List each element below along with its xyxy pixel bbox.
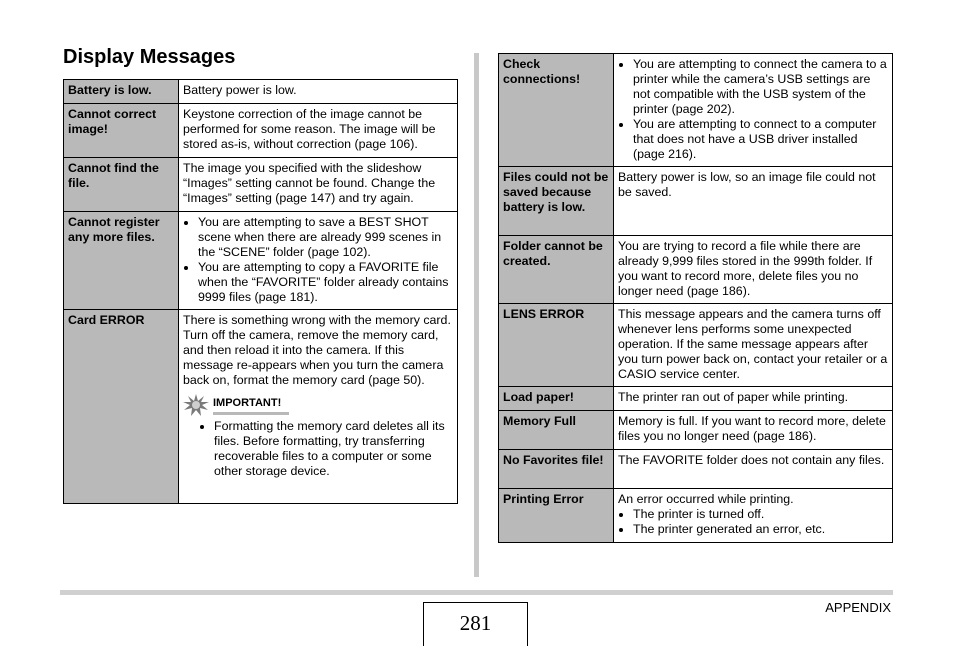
bullet-list [183, 215, 453, 305]
messages-table-right [498, 53, 893, 543]
bullet-list [618, 507, 888, 537]
message-name: Load paper! [499, 387, 614, 411]
table-row [499, 387, 893, 411]
table-row [499, 411, 893, 450]
message-name: Battery is low. [64, 80, 179, 104]
message-description [179, 212, 458, 310]
message-description: Memory is full. If you want to record more, delete files you no longer need (page 186). [614, 411, 893, 450]
message-name: Card ERROR [64, 310, 179, 504]
bullet-list [618, 57, 888, 162]
message-name: No Favorites file! [499, 450, 614, 489]
list-item: • You are attempting to connect to a computer that does not have a USB driver installed (page 216). [633, 117, 888, 162]
message-description: You are trying to record a file while there are already 9,999 files stored in the 999th folder. If you want to record more, delete files you no longer need (page 186). [614, 236, 893, 304]
message-description: Battery power is low, so an image file could not be saved. [614, 167, 893, 236]
table-row [499, 304, 893, 387]
message-description: Keystone correction of the image cannot be performed for some reason. The image will be stored as-is, without correction (page 106). [179, 104, 458, 158]
message-name: Folder cannot be created. [499, 236, 614, 304]
message-name: Printing Error [499, 489, 614, 543]
list-item: • The printer is turned off. [633, 507, 888, 522]
list-item: • The printer generated an error, etc. [633, 522, 888, 537]
printing-error-text: An error occurred while printing. [618, 492, 794, 506]
message-name: Memory Full [499, 411, 614, 450]
important-burst-icon [183, 394, 209, 416]
table-row [64, 158, 458, 212]
message-name: Files could not be saved because battery is low. [499, 167, 614, 236]
section-label: APPENDIX [825, 600, 891, 615]
table-row [64, 104, 458, 158]
message-description [614, 489, 893, 543]
list-item: • You are attempting to save a BEST SHOT scene when there are already 999 scenes in the “SCENE” folder (page 102). [198, 215, 453, 260]
message-description: The image you specified with the slideshow “Images” setting cannot be found. Change the “Images” setting (page 147) and try again. [179, 158, 458, 212]
table-row [499, 236, 893, 304]
message-description [179, 310, 458, 504]
footer-rule [60, 590, 893, 595]
page-title: Display Messages [63, 46, 236, 68]
message-name: Cannot correct image! [64, 104, 179, 158]
column-divider [474, 53, 479, 577]
message-name: Cannot register any more files. [64, 212, 179, 310]
message-name: LENS ERROR [499, 304, 614, 387]
list-item: • Formatting the memory card deletes all its files. Before formatting, try transferring recoverable files to a computer or some other storage device. [214, 419, 453, 479]
message-description: The FAVORITE folder does not contain any files. [614, 450, 893, 489]
table-row [64, 310, 458, 504]
table-row [499, 54, 893, 167]
message-description [614, 54, 893, 167]
table-row [64, 80, 458, 104]
message-description: The printer ran out of paper while printing. [614, 387, 893, 411]
list-item: • You are attempting to connect the camera to a printer while the camera’s USB settings are not compatible with the USB system of the printer (page 202). [633, 57, 888, 117]
table-row [499, 489, 893, 543]
important-bullet-list [183, 419, 453, 479]
important-note-header [183, 394, 453, 416]
messages-table-left [63, 79, 458, 504]
message-description: This message appears and the camera turns off whenever lens performs some unexpected operation. If the same message appears after you turn power back on, contact your retailer or a CASIO service center. [614, 304, 893, 387]
card-error-text: There is something wrong with the memory card. Turn off the camera, remove the memory card, and then reload it into the camera. If this message re-appears when you turn the camera back on, format the memory card (page 50). [183, 313, 451, 387]
page-number: 281 [423, 602, 528, 646]
list-item: • You are attempting to copy a FAVORITE file when the “FAVORITE” folder already contains 9999 files (page 181). [198, 260, 453, 305]
message-name: Cannot find the file. [64, 158, 179, 212]
message-description: Battery power is low. [179, 80, 458, 104]
table-row [499, 167, 893, 236]
important-label: IMPORTANT! [213, 396, 289, 415]
message-name: Check connections! [499, 54, 614, 167]
table-row [499, 450, 893, 489]
table-row [64, 212, 458, 310]
